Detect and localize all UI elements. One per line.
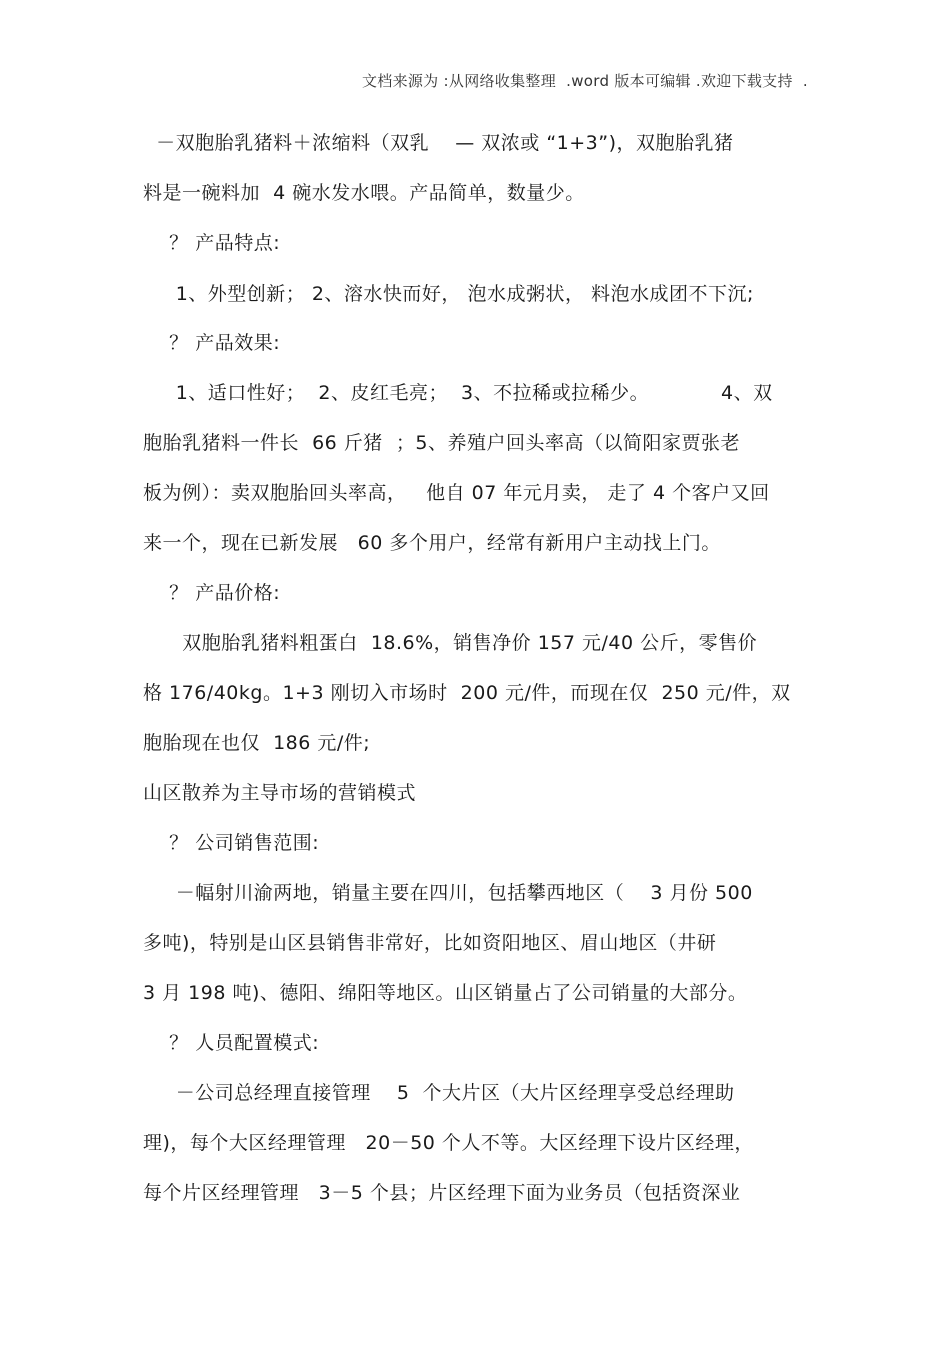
paragraph-line: －幅射川渝两地，销量主要在四川，包括攀西地区（ 3 月份 500	[143, 882, 753, 904]
paragraph-line: 料是一碗料加 4 碗水发水喂。产品简单，数量少。	[143, 182, 585, 204]
section-heading: ？ 产品特点:	[143, 232, 281, 254]
paragraph-line: 理)，每个大区经理管理 20－50 个人不等。大区经理下设片区经理，	[143, 1132, 754, 1154]
section-heading: ？ 产品价格:	[143, 582, 281, 604]
paragraph-line: 3 月 198 吨)、德阳、绵阳等地区。山区销量占了公司销量的大部分。	[143, 982, 748, 1004]
paragraph-line: 胞胎乳猪料一件长 66 斤猪 ；5、养殖户回头率高（以简阳家贾张老	[143, 432, 740, 454]
paragraph-line: 多吨)，特别是山区县销售非常好，比如资阳地区、眉山地区（井研	[143, 932, 717, 954]
section-heading: ？ 人员配置模式:	[143, 1032, 320, 1054]
section-heading: ？ 产品效果:	[143, 332, 281, 354]
paragraph-line: 1、外型创新； 2、溶水快而好， 泡水成粥状， 料泡水成团不下沉;	[143, 283, 754, 305]
paragraph-line: 1、适口性好； 2、皮红毛亮； 3、不拉稀或拉稀少。 4、双	[143, 382, 773, 404]
paragraph-line: －双胞胎乳猪料＋浓缩料（双乳 — 双浓或 “1+3”)，双胞胎乳猪	[143, 132, 734, 154]
paragraph-line: 每个片区经理管理 3－5 个县；片区经理下面为业务员（包括资深业	[143, 1182, 741, 1204]
section-heading: ？ 公司销售范围:	[143, 832, 320, 854]
paragraph-line: 胞胎现在也仅 186 元/件;	[143, 732, 371, 754]
paragraph-line: 来一个，现在已新发展 60 多个用户，经常有新用户主动找上门。	[143, 532, 721, 554]
paragraph-line: 格 176/40kg。1+3 刚切入市场时 200 元/件，而现在仅 250 元/件，双	[143, 682, 791, 704]
section-title: 山区散养为主导市场的营销模式	[143, 782, 417, 804]
source-note: 文档来源为 :从网络收集整理 .word 版本可编辑 .欢迎下载支持 .	[361, 72, 808, 90]
paragraph-line: －公司总经理直接管理 5 个大片区（大片区经理享受总经理助	[143, 1082, 735, 1104]
paragraph-line: 双胞胎乳猪料粗蛋白 18.6%，销售净价 157 元/40 公斤，零售价	[143, 632, 758, 654]
paragraph-line: 板为例）：卖双胞胎回头率高， 他自 07 年元月卖， 走了 4 个客户又回	[143, 482, 770, 504]
